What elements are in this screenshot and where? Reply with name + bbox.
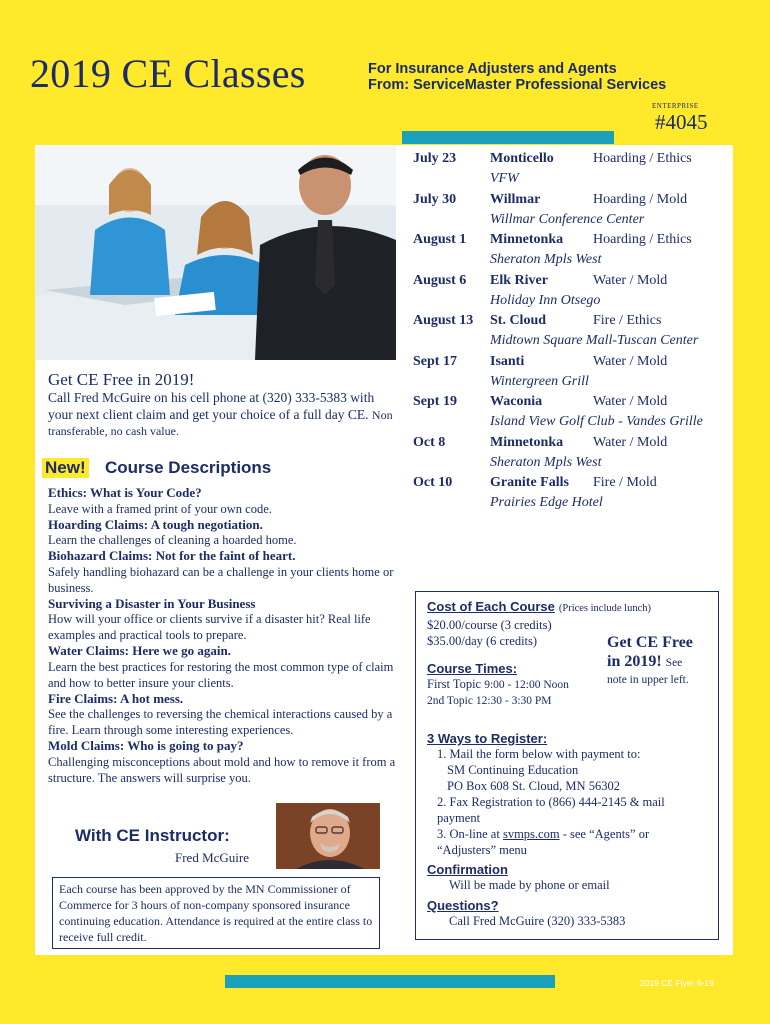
time-line-2: 2nd Topic 12:30 - 3:30 PM xyxy=(427,695,552,707)
course-title: Surviving a Disaster in Your Business xyxy=(48,595,256,611)
questions-text: Call Fred McGuire (320) 333-5383 xyxy=(449,914,626,928)
free-ce-note: Non transferable, no cash value. xyxy=(48,407,393,438)
schedule-list xyxy=(413,151,733,516)
right-border xyxy=(733,0,770,1024)
schedule-date: July 30 xyxy=(413,191,457,207)
mail-address-line: PO Box 608 St. Cloud, MN 56302 xyxy=(447,779,620,793)
schedule-row xyxy=(413,151,733,192)
course-item xyxy=(48,691,398,739)
course-desc: Safely handling biohazard can be a challenge in your clients home or business. xyxy=(48,564,394,595)
class-photo xyxy=(35,145,396,360)
footer-band xyxy=(0,955,770,1024)
schedule-topic: Water / Mold xyxy=(593,394,668,409)
subtitle xyxy=(368,61,666,93)
course-desc: Challenging misconceptions about mold and how to remove it from a structure. The answers will surprise you. xyxy=(48,754,396,785)
course-item xyxy=(48,596,398,644)
course-desc: How will your office or clients survive if a disaster hit? Real life examples and practical tools to prepare. xyxy=(48,612,371,642)
cost-note: (Prices include lunch) xyxy=(558,603,651,614)
schedule-city: Elk River xyxy=(490,272,548,288)
instructor-portrait xyxy=(276,803,380,869)
accent-bar-bottom xyxy=(225,975,555,988)
get-ce-note: note in upper left. xyxy=(607,674,689,686)
course-list xyxy=(48,485,398,786)
website-link[interactable]: svmps.com xyxy=(502,827,560,841)
time1-label: First Topic xyxy=(427,677,482,691)
times-heading: Course Times: xyxy=(427,661,518,676)
course-desc: Learn the best practices for restoring the most common type of claim and how to better insure your clients. xyxy=(48,659,394,690)
schedule-location: Willmar Conference Center xyxy=(490,211,645,227)
schedule-row xyxy=(413,232,733,273)
schedule-row xyxy=(413,354,733,395)
course-item xyxy=(48,548,398,596)
page-title: 2019 CE Classes xyxy=(30,51,306,96)
course-desc: See the challenges to reversing the chemical interactions caused by a fire. Learn through some interesting experiences. xyxy=(48,707,393,737)
course-title: Ethics: What is Your Code? xyxy=(48,485,202,500)
schedule-city: Isanti xyxy=(490,353,525,369)
schedule-topic: Fire / Ethics xyxy=(593,313,662,328)
course-desc: Leave with a framed print of your own code. xyxy=(48,501,272,516)
confirmation-section xyxy=(427,862,707,893)
schedule-row xyxy=(413,273,733,314)
schedule-topic: Water / Mold xyxy=(593,353,668,369)
schedule-location: Island View Golf Club - Vandes Grille xyxy=(490,414,703,429)
schedule-date: August 13 xyxy=(413,313,474,328)
free-ce-body xyxy=(48,390,393,440)
register-online-menu: - see “Agents” or “Adjusters” menu xyxy=(437,827,650,857)
subtitle-provider: From: ServiceMaster Professional Services xyxy=(368,77,667,93)
schedule-date: Oct 10 xyxy=(413,475,453,490)
accent-bar-top xyxy=(402,131,614,144)
free-ce-text: Call Fred McGuire on his cell phone at (320) 333-5383 with your next client claim and get your choice of a full day CE. xyxy=(48,390,375,422)
free-ce-heading: Get CE Free in 2019! xyxy=(48,370,195,389)
schedule-location: Sheraton Mpls West xyxy=(490,252,602,267)
schedule-location: Wintergreen Grill xyxy=(490,373,589,389)
schedule-row xyxy=(413,313,733,354)
schedule-topic: Water / Mold xyxy=(593,434,668,450)
schedule-date: August 6 xyxy=(413,272,467,288)
schedule-city: Minnetonka xyxy=(490,232,564,247)
get-ce-free-callout xyxy=(607,633,693,687)
schedule-topic: Hoarding / Mold xyxy=(593,191,688,207)
schedule-location: Sheraton Mpls West xyxy=(490,454,602,470)
cost-heading: Cost of Each Course xyxy=(427,599,555,614)
schedule-topic: Water / Mold xyxy=(593,272,668,288)
subtitle-audience: For Insurance Adjusters and Agents xyxy=(368,61,617,77)
schedule-topic: Fire / Mold xyxy=(593,475,657,490)
register-option-3 xyxy=(427,826,707,858)
get-ce-line: Get CE Free xyxy=(607,634,693,651)
course-item xyxy=(48,517,398,549)
register-option-2: 2. Fax Registration to (866) 444-2145 & mail payment xyxy=(437,795,665,825)
course-title: Water Claims: Here we go again. xyxy=(48,643,231,658)
enterprise-label: ENTERPRISE xyxy=(652,102,699,110)
course-item xyxy=(48,643,398,691)
schedule-date: August 1 xyxy=(413,232,467,247)
schedule-row xyxy=(413,475,733,516)
get-ce-year: in 2019! xyxy=(607,653,662,670)
left-border xyxy=(0,0,35,1024)
confirmation-heading: Confirmation xyxy=(427,862,508,877)
schedule-topic: Hoarding / Ethics xyxy=(593,151,692,166)
mail-address-line: SM Continuing Education xyxy=(447,763,579,777)
instructor-heading: With CE Instructor: xyxy=(75,826,230,845)
cost-line: $20.00/course (3 credits) xyxy=(427,618,552,632)
schedule-city: Granite Falls xyxy=(490,475,569,490)
schedule-row xyxy=(413,394,733,435)
course-item xyxy=(48,485,398,517)
get-ce-line-2 xyxy=(607,652,693,673)
schedule-row xyxy=(413,435,733,476)
time1-value: 9:00 - 12:00 Noon xyxy=(484,679,569,691)
register-option-1: 1. Mail the form below with payment to: xyxy=(437,747,641,761)
confirmation-text: Will be made by phone or email xyxy=(449,878,610,892)
approval-notice: Each course has been approved by the MN Commissioner of Commerce for 3 hours of non-company sponsored insurance continuing education. Attendance is required at the entire class to receive full credit. xyxy=(52,877,380,949)
schedule-city: Minnetonka xyxy=(490,434,564,450)
times-section xyxy=(427,661,607,709)
schedule-row xyxy=(413,192,733,233)
footer-code: 2019 CE Flyer 6-19 xyxy=(640,978,714,988)
schedule-date: Sept 17 xyxy=(413,353,457,369)
get-ce-see: See xyxy=(665,657,683,669)
schedule-location: Midtown Square Mall-Tuscan Center xyxy=(490,333,699,348)
schedule-date: July 23 xyxy=(413,151,457,166)
questions-heading: Questions? xyxy=(427,898,499,913)
instructor-photo xyxy=(276,803,380,869)
questions-section xyxy=(427,898,707,929)
schedule-city: St. Cloud xyxy=(490,313,547,328)
cost-line: $35.00/day (6 credits) xyxy=(427,634,538,648)
course-title: Fire Claims: A hot mess. xyxy=(48,690,184,706)
schedule-date: Oct 8 xyxy=(413,434,446,450)
schedule-location: Holiday Inn Otsego xyxy=(490,292,601,308)
course-desc: Learn the challenges of cleaning a hoarded home. xyxy=(48,533,297,547)
schedule-date: Sept 19 xyxy=(413,394,457,409)
course-title: Biohazard Claims: Not for the faint of heart. xyxy=(48,548,296,563)
instructor-name: Fred McGuire xyxy=(175,850,250,865)
schedule-city: Willmar xyxy=(490,191,541,207)
enterprise-number: #4045 xyxy=(655,110,708,134)
course-item xyxy=(48,738,398,786)
time-line-1 xyxy=(427,676,607,693)
schedule-city: Waconia xyxy=(490,394,543,409)
course-title: Hoarding Claims: A tough negotiation. xyxy=(48,516,263,532)
new-badge: New! xyxy=(42,458,89,478)
class-photo-illustration xyxy=(35,145,396,360)
course-descriptions-heading: Course Descriptions xyxy=(105,458,272,477)
schedule-location: Prairies Edge Hotel xyxy=(490,495,603,510)
schedule-city: Monticello xyxy=(490,151,554,166)
course-title: Mold Claims: Who is going to pay? xyxy=(48,738,244,753)
schedule-location: VFW xyxy=(490,171,519,186)
schedule-topic: Hoarding / Ethics xyxy=(593,232,692,247)
register-online-text: 3. On-line at xyxy=(437,827,503,841)
register-heading: 3 Ways to Register: xyxy=(427,731,548,746)
register-section xyxy=(427,731,707,858)
